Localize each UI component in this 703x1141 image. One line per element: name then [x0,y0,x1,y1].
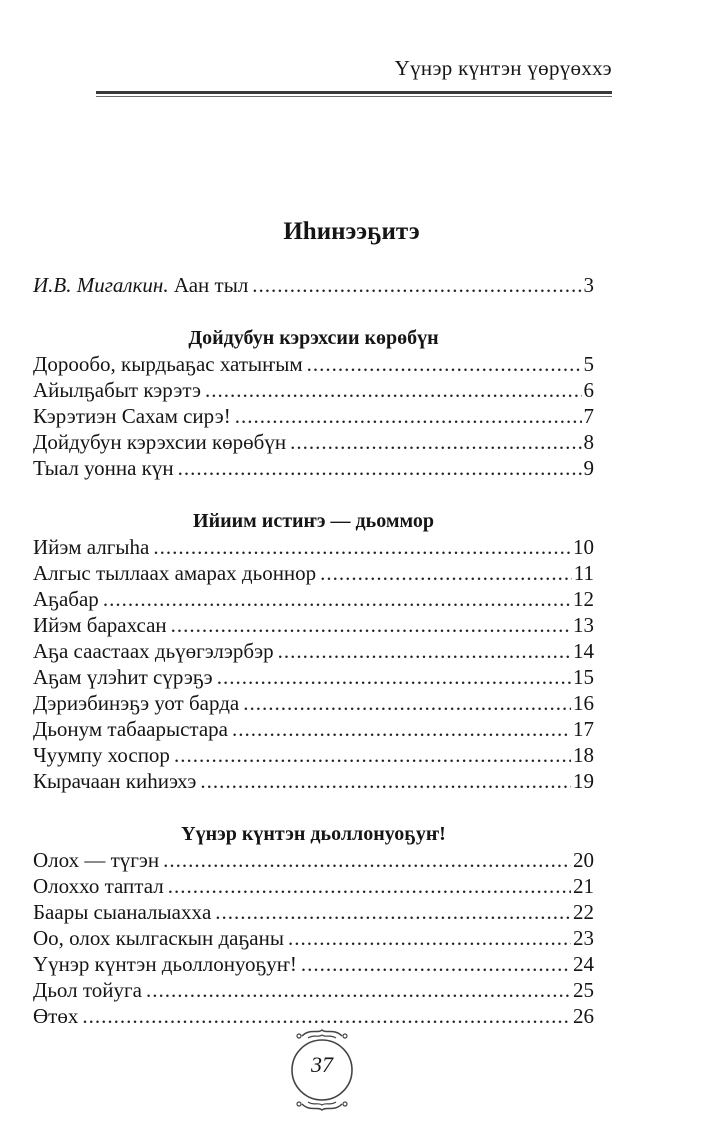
section-heading: Ийиим истиҥэ — дьоммор [193,510,434,532]
dot-leader [288,925,571,951]
toc-entry-page: 21 [573,874,594,898]
toc-entry [33,586,594,612]
toc-entry-title: Айылҕабыт кэрэтэ [33,378,202,402]
toc-entry-title [33,272,248,298]
dot-leader [200,768,571,794]
dot-leader [252,272,581,298]
toc-entry [33,429,594,455]
toc-entry-title: Олох — түгэн [33,848,160,872]
toc-entry-page: 26 [573,1004,594,1028]
toc-entry [33,690,594,716]
toc-entry-page: 3 [583,273,594,297]
dot-leader [301,951,571,977]
toc-entry-page: 9 [583,456,594,480]
toc-entry-page: 22 [573,900,594,924]
toc-entry-page: 10 [573,535,594,559]
header-rule-thick [96,91,612,94]
toc-entry-page: 16 [573,691,594,715]
section-heading: Дойдубун кэрэхсии көрөбүн [188,327,439,349]
toc-entry-page: 7 [583,404,594,428]
toc-entry [33,377,594,403]
toc-entry-page: 12 [573,587,594,611]
dot-leader [174,742,571,768]
dot-leader [307,351,582,377]
page-title: Иһинээҕитэ [283,218,420,245]
dot-leader [168,873,571,899]
toc-entry [33,534,594,560]
toc-entry-title: Аҕа саастаах дьүөгэлэрбэр [33,639,274,663]
toc-entry-title: Дьонум табаарыстара [33,717,228,741]
toc-entry [33,455,594,481]
toc-entry [33,951,594,977]
toc-entry [33,612,594,638]
toc-entry-author: И.В. Мигалкин. [33,273,169,297]
toc-entry-page: 8 [583,430,594,454]
toc-entry [33,925,594,951]
header-rule-thin [96,96,612,97]
toc-entry-title: Олоххо таптал [33,874,164,898]
toc-entry [33,742,594,768]
dot-leader [171,612,571,638]
dot-leader [215,899,571,925]
dot-leader [235,403,582,429]
toc-entry-title-text: Аан тыл [168,273,249,297]
toc-entry-page: 25 [573,978,594,1002]
toc-entry-title: Ийэм алгыһа [33,535,150,559]
toc-entry-page: 19 [573,769,594,793]
toc-entry-title: Алгыс тыллаах амарах дьоннор [33,561,317,585]
toc-entry [33,768,594,794]
dot-leader [153,534,571,560]
dot-leader [290,429,581,455]
toc-entry-title: Чуумпу хоспор [33,743,170,767]
page-number: 37 [311,1052,333,1077]
toc-entry-page: 17 [573,717,594,741]
dot-leader [243,690,571,716]
toc-entry-title: Дойдубун кэрэхсии көрөбүн [33,430,287,454]
toc-entry-title: Ийэм барахсан [33,613,167,637]
toc-entry [33,847,594,873]
toc-entry-page: 6 [583,378,594,402]
toc-entry-title: Дэриэбинэҕэ уот барда [33,691,240,715]
toc-entry-title: Аҕабар [33,587,99,611]
toc-entry-title: Үүнэр күнтэн дьоллонуоҕуҥ! [33,952,297,976]
toc-entry-page: 11 [573,561,594,585]
toc-entry-title: Дорообо, кырдьаҕас хатыҥым [33,352,303,376]
toc-entry-title: Оо, олох кылгаскын даҕаны [33,926,284,950]
toc-entry-title: Тыал уонна күн [33,456,174,480]
toc-entry-page: 14 [573,639,594,663]
toc-entry-intro [33,272,594,298]
toc-entry-page: 5 [583,352,594,376]
running-header: Үүнэр күнтэн үөрүөххэ [394,56,612,80]
section-heading: Үүнэр күнтэн дьоллонуоҕуҥ! [181,823,446,845]
toc-entry-page: 15 [573,665,594,689]
toc-entry [33,716,594,742]
toc-entry-page: 13 [573,613,594,637]
toc-entry-page: 24 [573,952,594,976]
dot-leader [278,638,571,664]
toc-entry [33,403,594,429]
toc-entry-page: 20 [573,848,594,872]
dot-leader [217,664,571,690]
dot-leader [320,560,572,586]
dot-leader [146,977,571,1003]
toc-entry [33,351,594,377]
toc-entry [33,664,594,690]
toc-entry [33,977,594,1003]
dot-leader [205,377,581,403]
table-of-contents [33,272,594,1029]
dot-leader [163,847,571,873]
dot-leader [178,455,582,481]
toc-entry [33,899,594,925]
toc-entry-title: Аҕам үлэһит сүрэҕэ [33,665,213,689]
dot-leader [103,586,571,612]
toc-entry-page: 18 [573,743,594,767]
toc-entry [33,873,594,899]
toc-entry-page: 23 [573,926,594,950]
toc-entry [33,560,594,586]
toc-entry [33,638,594,664]
toc-entry-title: Өтөх [33,1004,79,1028]
toc-entry-title: Баары сыаналыаххa [33,900,212,924]
toc-entry-title: Кэрэтиэн Сахам сирэ! [33,404,231,428]
toc-entry-title: Кырачаан киһиэхэ [33,769,197,793]
toc-entry-title: Дьол тойуга [33,978,142,1002]
dot-leader [232,716,571,742]
